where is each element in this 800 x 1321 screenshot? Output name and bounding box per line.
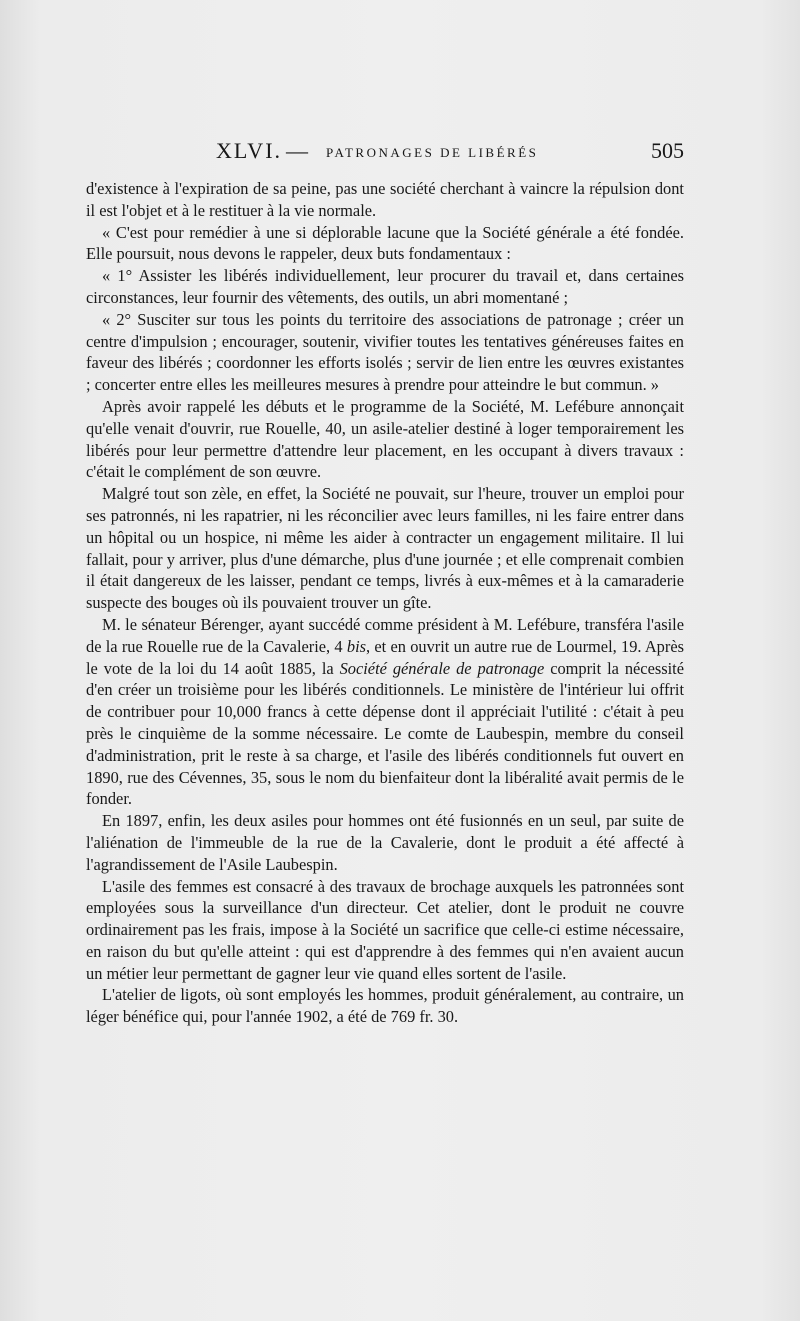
paragraph-berenger [86, 614, 684, 810]
body-text [86, 178, 684, 1028]
berenger-text-1: M. le sénateur Bérenger, ayant succédé comme président à M. Lefébure, transféra l'asile de la rue Rouelle rue de la Cavalerie, 4 [86, 614, 684, 656]
paragraph-lefebure: Après avoir rappelé les débuts et le programme de la Société, M. Lefébure annonçait qu'elle venait d'ouvrir, rue Rouelle, 40, un asile-atelier destiné à loger temporairement les libérés pour leur permettre d'attendre leur placement, en les occupant à divers travaux : c'était le complément de son œuvre. [86, 396, 684, 482]
paragraph-1897: En 1897, enfin, les deux asiles pour hommes ont été fusionnés en un seul, par suite de l'aliénation de l'immeuble de la rue de la Cavalerie, dont le produit a été affecté à l'agrandissement de l'Asile Laubespin. [86, 811, 684, 874]
berenger-text-3: comprit la nécessité d'en créer un troisième pour les libérés conditionnels. Le ministère de l'intérieur lui offrit de contribuer pour 10,000 francs à cette dépense dont il appréciait l'utilité : c'était à peu près le cinquième de la somme nécessaire. Le comte de Laubespin, membre du conseil d'administration, prit le reste à sa charge, et l'asile des libérés conditionnels fut ouvert en 1890, rue des Cévennes, 35, sous le nom du bienfaiteur dont la libéralité avait permis de le fonder. [86, 658, 685, 809]
chapter-number: XLVI. [216, 138, 283, 163]
page-number: 505 [651, 138, 684, 163]
paragraph-quote-goal-1: « 1° Assister les libérés individuellement, leur procurer du travail et, dans certaines circonstances, leur fournir des vêtements, des outils, un abri momentané ; [86, 266, 684, 307]
berenger-text-2: , et en ouvrit un autre rue de Lourmel, 19. Après le vote de la loi du 14 août 1885, la [86, 636, 684, 678]
paragraph-asile-femmes: L'asile des femmes est consacré à des travaux de brochage auxquels les patronnées sont employées sous la surveillance d'un directeur. Cet atelier, dont le produit ne couvre ordinairement pas les frais, impose à la Société un sacrifice que celle-ci estime nécessaire, en raison du but qu'elle atteint : qui est d'apprendre à des femmes qui n'en avaient aucun un métier leur permettant de gagner leur vie quand elles sortent de l'asile. [86, 876, 684, 983]
header-dash: — [286, 138, 308, 163]
paragraph-zele: Malgré tout son zèle, en effet, la Société ne pouvait, sur l'heure, trouver un emploi pour ses patronnés, ni les rapatrier, ni les réconcilier avec leurs familles, ni les faire entrer dans un hôpital ou un hospice, ni même les aider à contracter un engagement militaire. Il lui fallait, pour y arriver, plus d'une démarche, plus d'une journée ; et elle comprenait combien il était dangereux de les laisser, pendant ce temps, livrés à eux-mêmes et à la camaraderie suspecte des bouges où ils pouvaient trouver un gîte. [86, 484, 684, 613]
running-header [86, 138, 684, 168]
paragraph-continuation: d'existence à l'expiration de sa peine, pas une société cherchant à vaincre la répulsion dont il est l'objet et à le restituer à la vie normale. [86, 179, 684, 220]
paragraph-quote-intro: « C'est pour remédier à une si déplorable lacune que la Société générale a été fondée. Elle poursuit, nous devons le rappeler, deux buts fondamentaux : [86, 222, 684, 264]
paragraph-quote-goal-2: « 2° Susciter sur tous les points du territoire des associations de patronage ; créer un centre d'impulsion ; encourager, soutenir, vivifier toutes les tentatives généreuses faites en faveur des libérés ; coordonner les efforts isolés ; servir de lien entre les œuvres existantes ; concerter entre elles les meilleures mesures à prendre pour atteindre le but commun. » [86, 309, 684, 395]
berenger-italic-bis: bis [346, 636, 367, 656]
paragraph-atelier-ligots: L'atelier de ligots, où sont employés les hommes, produit généralement, au contraire, un léger bénéfice qui, pour l'année 1902, a été de 769 fr. 30. [86, 985, 684, 1027]
berenger-italic-societe: Société générale de patronage [339, 658, 545, 678]
chapter-title: PATRONAGES DE LIBÉRÉS [326, 145, 539, 160]
